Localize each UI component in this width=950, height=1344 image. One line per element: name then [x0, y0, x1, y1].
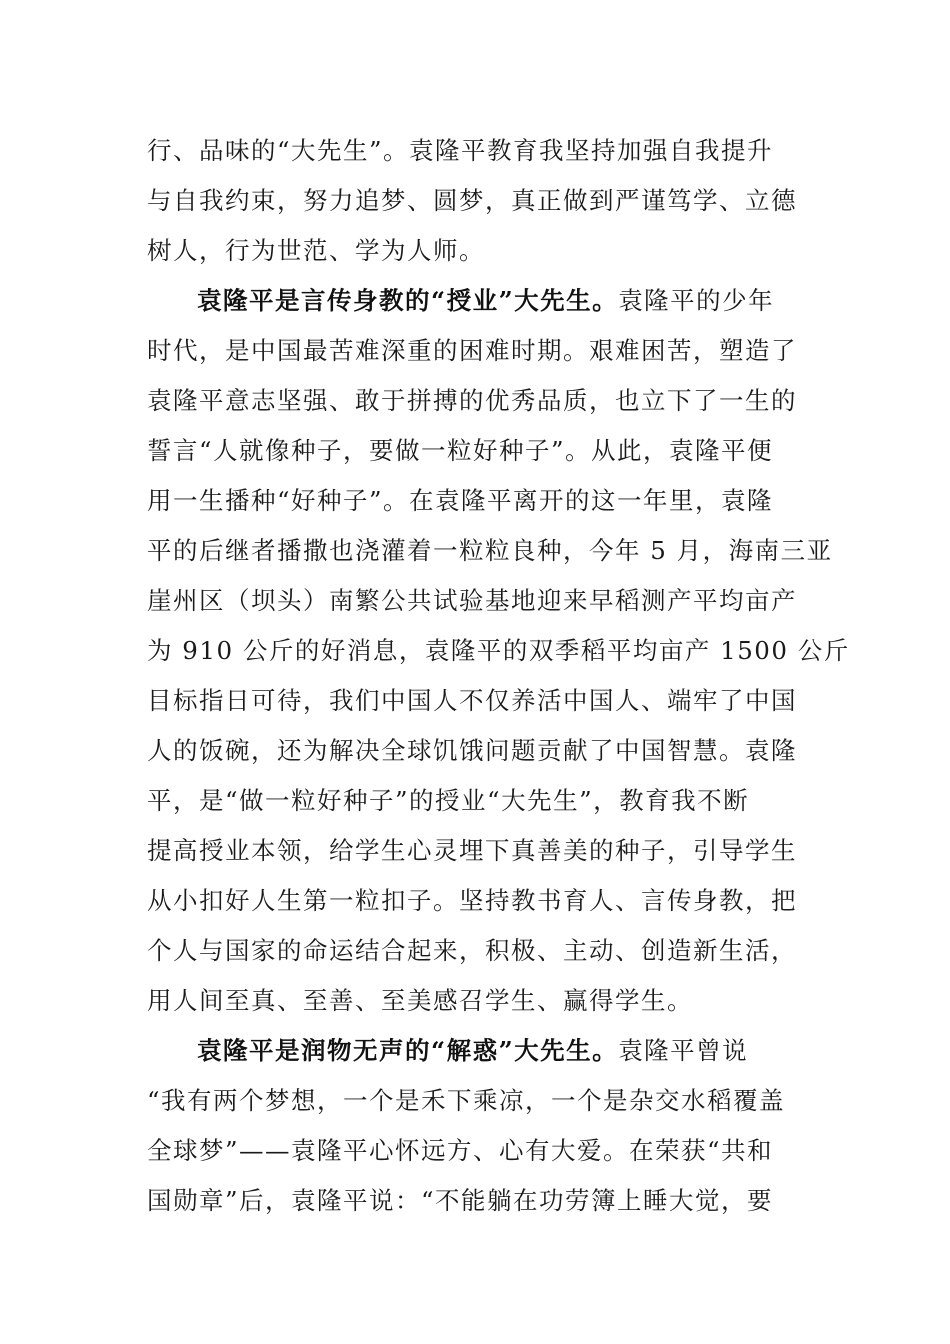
paragraph-2-line: 个人与国家的命运结合起来，积极、主动、创造新生活，	[147, 936, 797, 965]
paragraph-2-line: 平，是“做一粒好种子”的授业“大先生”，教育我不断	[147, 786, 750, 815]
paragraph-2-first-line-text: 袁隆平的少年	[618, 286, 775, 315]
paragraph-2-line: 从小扣好人生第一粒扣子。坚持教书育人、言传身教，把	[147, 886, 797, 915]
paragraph-3-line: “我有两个梦想，一个是禾下乘凉，一个是杂交水稻覆盖	[147, 1086, 786, 1115]
paragraph-2-line: 用人间至真、至善、至美感召学生、赢得学生。	[147, 986, 693, 1015]
paragraph-3-line: 国勋章”后，袁隆平说：“不能躺在功劳簿上睡大觉，要	[147, 1186, 774, 1215]
paragraph-1-line-2: 与自我约束，努力追梦、圆梦，真正做到严谨笃学、立德	[147, 186, 797, 215]
paragraph-3-first-line	[197, 1026, 748, 1076]
paragraph-1-line-3: 树人，行为世范、学为人师。	[147, 236, 485, 265]
paragraph-2-line: 平的后继者播撒也浇灌着一粒粒良种，今年 5 月，海南三亚	[147, 536, 833, 565]
paragraph-2-heading: 袁隆平是言传身教的“授业”大先生。	[197, 286, 619, 315]
paragraph-3-line: 全球梦”——袁隆平心怀远方、心有大爱。在荣获“共和	[147, 1136, 774, 1165]
paragraph-2-line: 誓言“人就像种子，要做一粒好种子”。从此，袁隆平便	[147, 436, 774, 465]
paragraph-2-line: 袁隆平意志坚强、敢于拼搏的优秀品质，也立下了一生的	[147, 386, 797, 415]
paragraph-3-first-line-text: 袁隆平曾说	[618, 1036, 749, 1065]
paragraph-2-line: 时代，是中国最苦难深重的困难时期。艰难困苦，塑造了	[147, 336, 797, 365]
paragraph-2-line: 提高授业本领，给学生心灵埋下真善美的种子，引导学生	[147, 836, 797, 865]
paragraph-2-line: 崖州区（坝头）南繁公共试验基地迎来早稻测产平均亩产	[147, 586, 797, 615]
paragraph-2-first-line	[197, 276, 774, 326]
paragraph-2-line: 用一生播种“好种子”。在袁隆平离开的这一年里，袁隆	[147, 486, 774, 515]
paragraph-3-heading: 袁隆平是润物无声的“解惑”大先生。	[197, 1036, 619, 1065]
paragraph-2-line: 人的饭碗，还为解决全球饥饿问题贡献了中国智慧。袁隆	[147, 736, 797, 765]
paragraph-2-line: 为 910 公斤的好消息，袁隆平的双季稻平均亩产 1500 公斤	[147, 636, 850, 665]
paragraph-1-line-1: 行、品味的“大先生”。袁隆平教育我坚持加强自我提升	[147, 136, 774, 165]
paragraph-2-line: 目标指日可待，我们中国人不仅养活中国人、端牢了中国	[147, 686, 797, 715]
